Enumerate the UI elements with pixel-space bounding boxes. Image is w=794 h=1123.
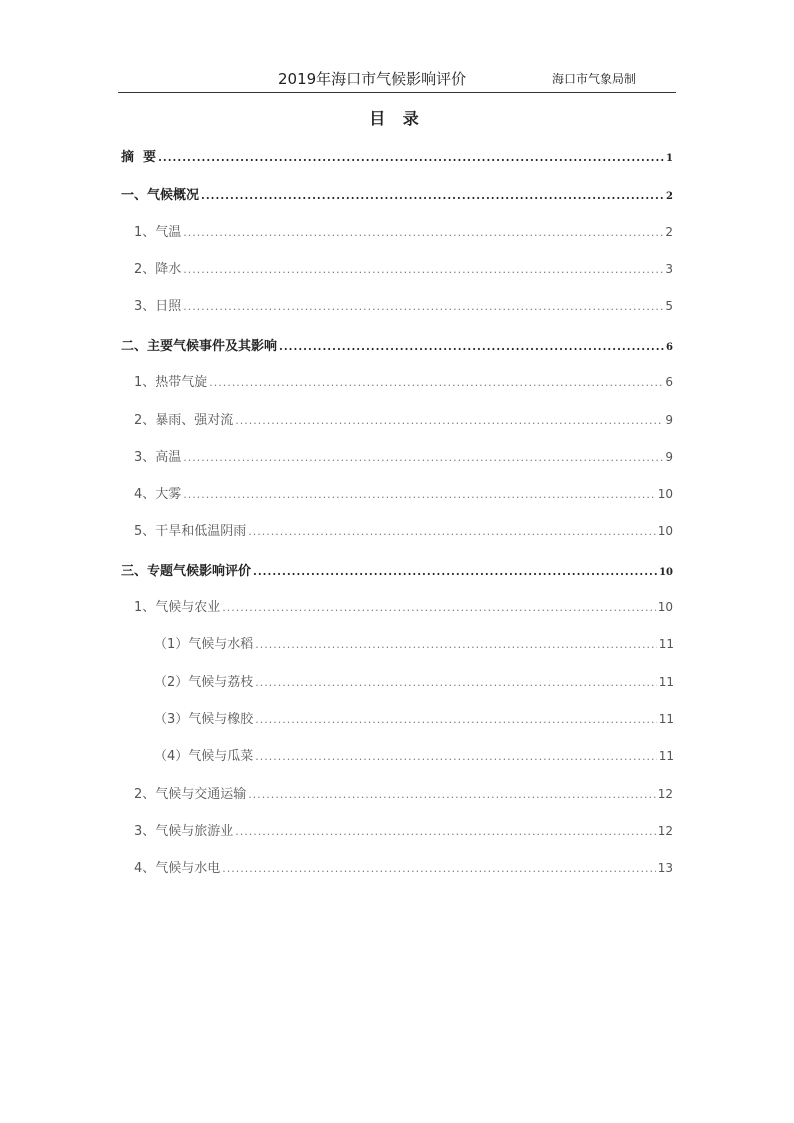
toc-entry-label: 3、日照 bbox=[134, 299, 182, 314]
toc-heading: 目 录 bbox=[369, 109, 425, 128]
toc-entry-abstract[interactable] bbox=[121, 146, 673, 165]
toc-entry-label: （1）气候与水稻 bbox=[154, 637, 254, 652]
dot-leader bbox=[183, 300, 663, 313]
toc-entry-page: 5 bbox=[665, 299, 673, 313]
dot-leader bbox=[222, 601, 655, 614]
toc-entry-label: 1、热带气旋 bbox=[134, 375, 208, 390]
toc-entry-page: 10 bbox=[659, 567, 673, 578]
dot-leader bbox=[201, 189, 664, 202]
dot-leader bbox=[222, 862, 655, 875]
toc-entry-agriculture[interactable] bbox=[134, 596, 673, 615]
dot-leader bbox=[209, 376, 663, 389]
dot-leader bbox=[253, 565, 657, 578]
toc-entry-page: 12 bbox=[657, 824, 673, 838]
dot-leader bbox=[248, 788, 655, 801]
dot-leader bbox=[183, 263, 663, 276]
toc-entry-tourism[interactable] bbox=[134, 820, 673, 839]
toc-entry-hydropower[interactable] bbox=[134, 857, 673, 876]
dot-leader bbox=[255, 750, 656, 763]
toc-entry-rainstorm[interactable] bbox=[134, 409, 673, 428]
toc-entry-page: 11 bbox=[658, 637, 674, 651]
dot-leader bbox=[235, 825, 655, 838]
dot-leader bbox=[255, 638, 656, 651]
dot-leader bbox=[279, 340, 664, 353]
dot-leader bbox=[255, 713, 656, 726]
toc-entry-sunshine[interactable] bbox=[134, 295, 673, 314]
dot-leader bbox=[183, 488, 655, 501]
toc-entry-page: 9 bbox=[665, 450, 673, 464]
toc-entry-label: 一、气候概况 bbox=[121, 188, 200, 203]
toc-entry-page: 11 bbox=[658, 675, 674, 689]
document-title: 2019年海口市气候影响评价 bbox=[278, 70, 467, 88]
toc-entry-drought[interactable] bbox=[134, 520, 673, 539]
toc-entry-high-temperature[interactable] bbox=[134, 446, 673, 465]
toc-entry-major-events[interactable] bbox=[121, 335, 673, 354]
dot-leader bbox=[248, 525, 655, 538]
toc-entry-label: （2）气候与荔枝 bbox=[154, 675, 254, 690]
toc-entry-fog[interactable] bbox=[134, 483, 673, 502]
toc-entry-page: 6 bbox=[666, 342, 673, 353]
toc-entry-page: 11 bbox=[658, 712, 674, 726]
toc-entry-page: 2 bbox=[665, 225, 673, 239]
issuing-organization: 海口市气象局制 bbox=[551, 72, 636, 86]
toc-entry-page: 2 bbox=[666, 191, 673, 202]
toc-entry-page: 12 bbox=[657, 787, 673, 801]
toc-entry-label: 2、降水 bbox=[134, 262, 182, 277]
page-header bbox=[118, 66, 676, 93]
toc-entry-label: 1、气候与农业 bbox=[134, 600, 221, 615]
toc-entry-label: 三、专题气候影响评价 bbox=[121, 564, 252, 579]
toc-entry-lychee[interactable] bbox=[154, 671, 674, 690]
toc-entry-page: 10 bbox=[657, 524, 673, 538]
toc-entry-label: 3、高温 bbox=[134, 450, 182, 465]
toc-entry-label: 摘 要 bbox=[121, 150, 157, 165]
toc-entry-page: 10 bbox=[657, 600, 673, 614]
toc-entry-page: 11 bbox=[658, 749, 674, 763]
toc-entry-page: 1 bbox=[666, 153, 673, 164]
toc-entry-page: 9 bbox=[665, 413, 673, 427]
toc-entry-label: （4）气候与瓜菜 bbox=[154, 749, 254, 764]
toc-entry-label: 5、干旱和低温阴雨 bbox=[134, 524, 247, 539]
toc-entry-label: 4、气候与水电 bbox=[134, 861, 221, 876]
toc-entry-page: 3 bbox=[665, 262, 673, 276]
toc-entry-label: 1、气温 bbox=[134, 225, 182, 240]
dot-leader bbox=[183, 451, 663, 464]
toc-entry-label: 3、气候与旅游业 bbox=[134, 824, 234, 839]
dot-leader bbox=[255, 676, 656, 689]
dot-leader bbox=[183, 226, 663, 239]
toc-entry-page: 6 bbox=[665, 375, 673, 389]
toc-entry-label: 2、气候与交通运输 bbox=[134, 787, 247, 802]
toc-entry-label: （3）气候与橡胶 bbox=[154, 712, 254, 727]
toc-entry-label: 二、主要气候事件及其影响 bbox=[121, 339, 278, 354]
toc-entry-transportation[interactable] bbox=[134, 783, 673, 802]
toc-entry-page: 13 bbox=[657, 861, 673, 875]
dot-leader bbox=[235, 414, 663, 427]
toc-entry-temperature[interactable] bbox=[134, 221, 673, 240]
dot-leader bbox=[158, 151, 664, 164]
toc-entry-label: 4、大雾 bbox=[134, 487, 182, 502]
toc-entry-precipitation[interactable] bbox=[134, 258, 673, 277]
toc-entry-rice[interactable] bbox=[154, 633, 674, 652]
toc-entry-page: 10 bbox=[657, 487, 673, 501]
toc-entry-rubber[interactable] bbox=[154, 708, 674, 727]
toc-entry-label: 2、暴雨、强对流 bbox=[134, 413, 234, 428]
toc-entry-vegetables[interactable] bbox=[154, 745, 674, 764]
toc-entry-climate-overview[interactable] bbox=[121, 184, 673, 203]
toc-entry-special-assessment[interactable] bbox=[121, 560, 673, 579]
toc-entry-tropical-cyclone[interactable] bbox=[134, 371, 673, 390]
